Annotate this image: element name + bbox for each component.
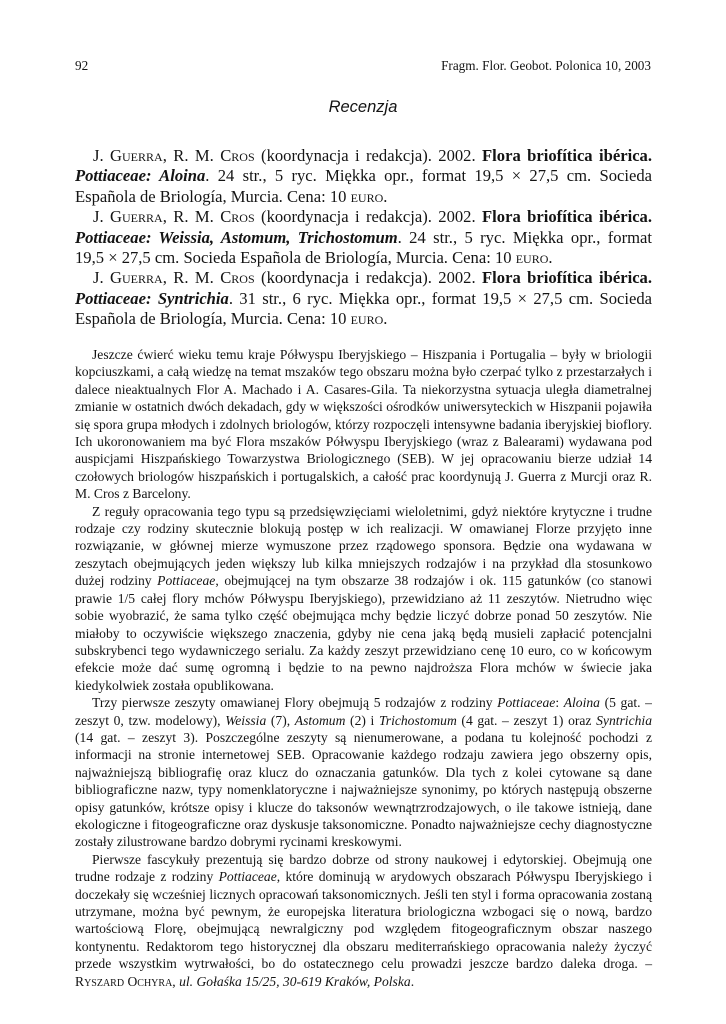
book-reference: J. Guerra, R. M. Cros (koordynacja i redakcja). 2002. Flora briofítica ibérica. Pottiaceae: Syntrichia. 31 str., 6 ryc. Miękka opr., format 19,5 × 27,5 cm. Socieda Española de Briología, Murcia. Cena: 10 euro. <box>75 268 653 329</box>
review-body <box>75 346 652 990</box>
book-reference: J. Guerra, R. M. Cros (koordynacja i redakcja). 2002. Flora briofítica ibérica. Pottiaceae: Aloina. 24 str., 5 ryc. Miękka opr., format 19,5 × 27,5 cm. Socieda Española de Briología, Murcia. Cena: 10 euro. <box>75 146 653 206</box>
book-reference: J. Guerra, R. M. Cros (koordynacja i redakcja). 2002. Flora briofítica ibérica. Pottiaceae: Weissia, Astomum, Trichostomum. 24 str., 5 ryc. Miękka opr., format 19,5 × 27,5 cm. Socieda Española de Briología, Murcia. Cena: 10 euro. <box>75 207 653 268</box>
section-title: Recenzja <box>328 98 398 116</box>
reviewed-books <box>75 146 652 330</box>
paragraph: Pierwsze fascykuły prezentują się bardzo dobrze od strony naukowej i edytorskiej. Obejmują one trudne rodzaje z rodziny Pottiaceae, które dominują w arydowych obszarach Półwyspu Iberyjskiego i doczekały się wcześniej licznych opracowań taksonomicznych. Jeśli ten styl i forma opracowania zostaną utrzymane, można być pewnym, że europejska literatura briologiczna wzbogaci się o nową, bardzo wartościową Florę, obejmującą newralgiczny pod względem fitogeograficznym obszar naszego kontynentu. Redaktorom tego historycznej dla obszaru mediterrańskiego opracowania należy życzyć przede wszystkim wytrwałości, bo do ostatecznego celu prowadzi jeszcze bardzo daleka droga. – Ryszard Ochyra, ul. Gołaśka 15/25, 30-619 Kraków, Polska. <box>75 851 652 989</box>
reviewer-name: Ryszard Ochyra <box>75 973 173 989</box>
journal-citation: Fragm. Flor. Geobot. Polonica 10, 2003 <box>441 58 651 73</box>
paragraph: Jeszcze ćwierć wieku temu kraje Półwyspu Iberyjskiego – Hiszpania i Portugalia – były w briologii kopciuszkami, a całą wiedzę na temat mszaków tego obszaru można było czerpać tylko z przestarzałych i dalece nieaktualnych Flor A. Machado i A. Casares-Gila. Ta niekorzystna sytuacja uległa diametralnej zmianie w ostatnich dwóch dekadach, gdy w większości ośrodków uniwersyteckich w Hiszpanii pojawiła się spora grupa młodych i zdolnych briologów, którzy rozpoczęli intensywne badania iberyjskiej bioflory. Ich ukoronowaniem ma być Flora mszaków Półwyspu Iberyjskiego (wraz z Balearami) wydawana pod auspicjami Hiszpańskiego Towarzystwa Briologicznego (SEB). W jej opracowaniu bierze udział 14 czołowych briologów hiszpańskich i portugalskich, a całość prac koordynują J. Guerra z Murcji oraz R. M. Cros z Barcelony. <box>75 347 652 502</box>
reviewer-address: ul. Gołaśka 15/25, 30-619 Kraków, Polska <box>179 973 411 989</box>
page-number: 92 <box>75 58 89 73</box>
paragraph: Trzy pierwsze zeszyty omawianej Flory obejmują 5 rodzajów z rodziny Pottiaceae: Aloina (5 gat. – zeszyt 0, tzw. modelowy), Weissia (7), Astomum (2) i Trichostomum (4 gat. – zeszyt 1) oraz Syntrichia (14 gat. – zeszyt 3). Poszczególne zeszyty są nienumerowane, a podana tu kolejność pochodzi z informacji na stronie internetowej SEB. Opracowanie każdego rodzaju zawiera jego obszerny opis, najważniejszą bibliografię oraz klucz do oznaczania gatunków. Dla tych z kolei cytowane są dane bibliograficzne nazw, typy nomenklatoryczne i najważniejsze synonimy, po których następują obszerne opisy gatunków, krótsze opisy i klucze do taksonów wewnątrzrodzajowych, o ile takowe istnieją, dane ekologiczne i fitogeograficzne oraz dyskusje taksonomiczne. Ponadto najważniejsze cechy diagnostyczne zostały zilustrowane bardzo dobrymi rycinami kreskowymi. <box>75 695 652 850</box>
running-header <box>75 58 651 76</box>
paragraph: Z reguły opracowania tego typu są przedsięwzięciami wieloletnimi, gdyż niektóre krytyczne i trudne rodzaje czy rodziny skutecznie blokują postęp w ich realizacji. W omawianej Florze przyjęto inne rozwiązanie, w głównej mierze wymuszone przez rządowego sponsora. Będzie ona wydawana w zeszytach obejmujących jeden większy lub kilka mniejszych rodzajów i na przykład dla stosunkowo dużej rodziny Pottiaceae, obejmującej na tym obszarze 38 rodzajów i ok. 115 gatunków (co stanowi prawie 1/5 całej flory mchów Półwyspu Iberyjskiego), przewidziano aż 11 zeszytów. Nietrudno więc sobie wyobrazić, że sama tylko część obejmująca mchy będzie liczyć dobrze ponad 50 zeszytów. Nie miałoby to oczywiście większego znaczenia, gdyby nie cena jaką będą musieli zapłacić potencjalni subskrybenci tego wydawniczego serialu. Za każdy zeszyt przewidziano cenę 10 euro, co w końcowym efekcie może dać sumę ogromną i będzie to na pewno najdroższa Flora mchów w świecie jaka kiedykolwiek została opublikowana. <box>75 503 652 693</box>
